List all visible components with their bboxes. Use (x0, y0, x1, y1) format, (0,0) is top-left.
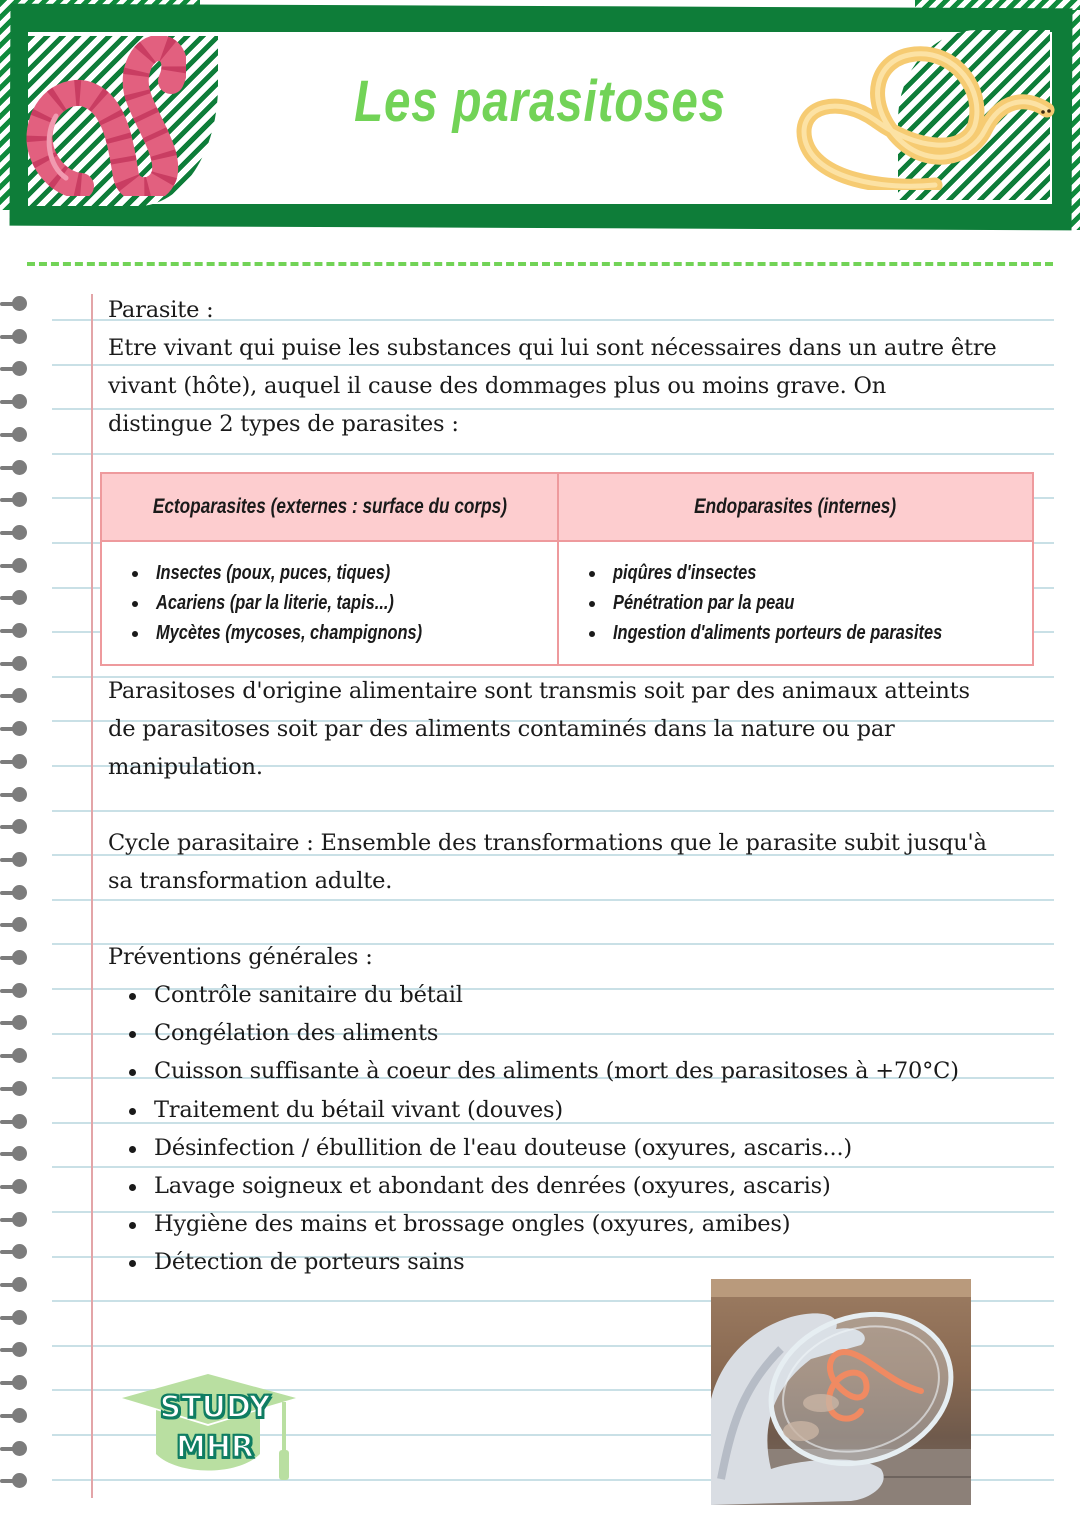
binding-ring (0, 590, 28, 606)
definition-line: Etre vivant qui puise les substances qui lui sont nécessaires dans un autre être (108, 335, 997, 361)
list-item: Traitement du bétail vivant (douves) (108, 1091, 959, 1129)
ruled-line (52, 810, 1054, 812)
binding-ring (0, 492, 28, 508)
binding-ring (0, 296, 28, 312)
definition-heading: Parasite : (108, 297, 214, 323)
binding-ring (0, 1212, 28, 1228)
binding-ring (0, 819, 28, 835)
list-item: Mycètes (mycoses, champignons) (102, 618, 557, 648)
table-header-endoparasites: Endoparasites (internes) (559, 474, 1032, 542)
binding-ring (0, 1244, 28, 1260)
list-item: Congélation des aliments (108, 1014, 959, 1052)
binding-ring (0, 950, 28, 966)
binding-ring (0, 1179, 28, 1195)
binding-ring (0, 329, 28, 345)
roundworm-photo-icon (711, 1279, 971, 1505)
binding-ring (0, 754, 28, 770)
binding-ring (0, 1408, 28, 1424)
cycle-line: Cycle parasitaire : Ensemble des transformations que le parasite subit jusqu'à (108, 830, 987, 856)
binding-ring (0, 917, 28, 933)
binding-ring (0, 361, 28, 377)
binding-ring (0, 525, 28, 541)
preventions-list (108, 976, 959, 1282)
alimentaire-line: de parasitoses soit par des aliments contaminés dans la nature ou par (108, 716, 895, 742)
list-item: piqûres d'insectes (559, 558, 1032, 588)
binding-ring (0, 1146, 28, 1162)
binding-ring (0, 1441, 28, 1457)
binding-ring (0, 1081, 28, 1097)
table-cell-endoparasites (559, 542, 1032, 664)
binding-ring (0, 427, 28, 443)
binding-ring (0, 721, 28, 737)
binding-ring (0, 1277, 28, 1293)
list-item: Insectes (poux, puces, tiques) (102, 558, 557, 588)
list-item: Détection de porteurs sains (108, 1243, 959, 1281)
page-title: Les parasitoses (354, 69, 726, 134)
section-divider (27, 262, 1053, 266)
list-item: Lavage soigneux et abondant des denrées (oxyures, ascaris) (108, 1167, 959, 1205)
binding-ring (0, 1015, 28, 1031)
preventions-heading: Préventions générales : (108, 944, 373, 970)
binding-ring (0, 885, 28, 901)
list-item: Ingestion d'aliments porteurs de parasites (559, 618, 1032, 648)
petri-dish-photo (711, 1279, 971, 1505)
binding-ring (0, 1048, 28, 1064)
binding-ring (0, 1114, 28, 1130)
parasite-types-table (100, 472, 1034, 666)
list-item: Contrôle sanitaire du bétail (108, 976, 959, 1014)
list-item: Désinfection / ébullition de l'eau douteuse (oxyures, ascaris...) (108, 1129, 959, 1167)
alimentaire-line: Parasitoses d'origine alimentaire sont transmis soit par des animaux atteints (108, 678, 970, 704)
binding-ring (0, 1310, 28, 1326)
binding-ring (0, 1375, 28, 1391)
graduation-cap-icon (118, 1372, 303, 1482)
binding-ring (0, 688, 28, 704)
definition-line: vivant (hôte), auquel il cause des dommages plus ou moins grave. On (108, 373, 887, 399)
logo-text-mhr: MHR (175, 1430, 255, 1465)
table-header-ectoparasites: Ectoparasites (externes : surface du corps) (102, 474, 559, 542)
ruled-line (52, 453, 1054, 455)
binding-ring (0, 558, 28, 574)
margin-line (91, 294, 93, 1498)
list-item: Hygiène des mains et brossage ongles (oxyures, amibes) (108, 1205, 959, 1243)
list-item: Cuisson suffisante à coeur des aliments (mort des parasitoses à +70°C) (108, 1052, 959, 1090)
binding-ring (0, 983, 28, 999)
binding-ring (0, 656, 28, 672)
binding-ring (0, 394, 28, 410)
list-item: Acariens (par la literie, tapis...) (102, 588, 557, 618)
binding-ring (0, 460, 28, 476)
alimentaire-line: manipulation. (108, 754, 263, 780)
binding-ring (0, 1342, 28, 1358)
binding-ring (0, 1473, 28, 1489)
spiral-binding (0, 0, 30, 1528)
table-cell-ectoparasites (102, 542, 559, 664)
cycle-line: sa transformation adulte. (108, 868, 393, 894)
study-mhr-logo (118, 1372, 303, 1482)
logo-text-study: STUDY (159, 1390, 271, 1425)
binding-ring (0, 623, 28, 639)
binding-ring (0, 787, 28, 803)
definition-line: distingue 2 types de parasites : (108, 411, 459, 437)
binding-ring (0, 852, 28, 868)
list-item: Pénétration par la peau (559, 588, 1032, 618)
